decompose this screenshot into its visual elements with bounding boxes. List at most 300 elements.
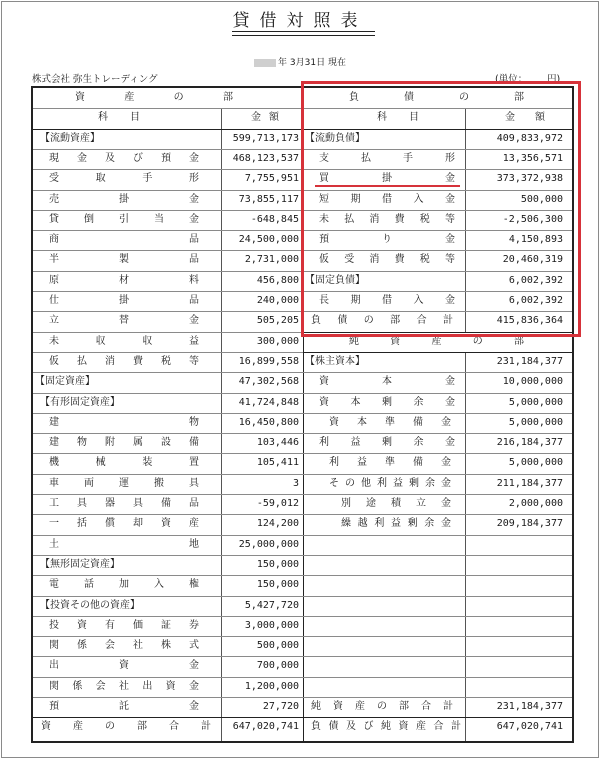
label-char: 具 [133, 498, 143, 509]
label-char: 等 [444, 254, 455, 266]
label-char: 設 [161, 437, 171, 449]
label-char: 替 [119, 315, 129, 327]
label-char: 本 [350, 396, 361, 408]
row-amount: 409,833,972 [496, 132, 563, 144]
label-char: 出 [49, 660, 59, 672]
row-amount: 103,446 [256, 437, 299, 449]
row-label [319, 433, 455, 453]
row-amount: 16,450,800 [238, 416, 299, 428]
label-char: 当 [154, 213, 164, 225]
label-char: 計 [443, 701, 453, 712]
label-char: 産 [431, 335, 442, 347]
label-char: 余 [424, 518, 435, 530]
label-char: 剰 [409, 477, 419, 489]
row-amount: 24,500,000 [238, 234, 299, 246]
row-amount: 10,000,000 [502, 376, 563, 388]
label-char: 証 [161, 619, 171, 631]
label-char: 費 [394, 254, 405, 266]
label-char: 税 [419, 254, 430, 266]
row-amount: 3 [292, 477, 299, 489]
label-char: 入 [154, 579, 164, 591]
row-label [49, 656, 199, 676]
row-amount: 5,427,720 [244, 599, 299, 611]
label-char: 払 [361, 152, 371, 164]
label-char: 繰 [341, 518, 351, 530]
label-char: 預 [319, 234, 329, 246]
grand-total-label [311, 717, 461, 737]
company-name: 株式会社 弥生トレーディング [32, 74, 158, 85]
label-char: 準 [385, 457, 395, 469]
row-label [49, 575, 199, 595]
label-char: 本 [382, 376, 392, 388]
label-char: 資 [329, 416, 339, 428]
row-label [49, 210, 199, 230]
row-amount: 13,356,571 [502, 152, 563, 164]
row-amount: 211,184,377 [496, 477, 563, 489]
label-char: 備 [413, 457, 423, 469]
label-char: 金 [251, 112, 261, 124]
label-char: 立 [49, 315, 59, 327]
label-char: 有 [105, 619, 115, 631]
label-char: 収 [142, 335, 153, 347]
label-char: そ [329, 477, 339, 489]
label-char: 産 [124, 92, 135, 103]
label-char: 備 [189, 437, 199, 449]
label-char: 益 [350, 437, 361, 449]
label-char: 両 [84, 477, 94, 489]
row-amount: 2,731,000 [244, 254, 299, 266]
label-char: 附 [105, 437, 115, 449]
label-char: 費 [133, 355, 143, 367]
row-amount: 300,000 [256, 335, 299, 347]
label-char: 買 [319, 173, 329, 185]
label-char: 資 [398, 721, 409, 733]
label-char: 益 [357, 457, 367, 469]
label-char: 具 [189, 477, 199, 489]
label-char: 料 [189, 274, 199, 286]
row-label [49, 332, 199, 352]
label-char: 会 [95, 680, 106, 692]
label-char: 手 [403, 152, 413, 164]
label-char: 製 [119, 254, 129, 266]
label-char: 途 [366, 498, 376, 509]
amount-column-header [251, 108, 279, 128]
label-char: 計 [442, 315, 453, 327]
label-char: り [382, 234, 392, 246]
label-char: 金 [189, 701, 199, 712]
label-char: 等 [444, 213, 455, 225]
label-char: 越 [357, 518, 368, 530]
label-char: 券 [189, 619, 199, 631]
row-amount: -648,845 [250, 213, 299, 225]
label-char: 収 [95, 335, 106, 347]
label-char: 合 [416, 315, 427, 327]
label-char: 金 [189, 660, 199, 672]
label-char: 金 [189, 193, 199, 205]
row-label [49, 535, 199, 555]
row-label [49, 250, 199, 270]
label-char: 払 [77, 355, 87, 367]
row-label [49, 636, 199, 656]
row-line-right [303, 575, 572, 576]
label-char: 地 [189, 538, 199, 550]
row-amount: 3,000,000 [244, 619, 299, 631]
row-amount: 373,372,938 [496, 173, 563, 185]
label-char: 運 [119, 477, 129, 489]
row-amount: 500,000 [256, 640, 299, 652]
label-char: 利 [377, 477, 387, 489]
row-label: 【有形固定資産】 [40, 396, 120, 408]
label-char: 償 [105, 518, 115, 530]
label-char: 金 [445, 396, 455, 408]
label-char: 産 [189, 518, 199, 530]
row-amount: -59,012 [256, 498, 299, 509]
label-char: 現 [49, 152, 59, 164]
row-amount: 16,899,558 [238, 355, 299, 367]
label-char: 電 [49, 579, 59, 591]
label-char: 出 [142, 680, 153, 692]
net-assets-total-amount: 231,184,377 [496, 701, 563, 712]
label-char: 貸 [49, 213, 59, 225]
row-label [49, 311, 199, 331]
label-char: 未 [49, 335, 59, 347]
row-line-right [303, 636, 572, 637]
label-char: 消 [105, 355, 115, 367]
row-amount: -2,506,300 [502, 213, 563, 225]
row-amount: 6,002,392 [508, 295, 563, 306]
label-char: の [377, 701, 387, 712]
label-char: 益 [393, 477, 403, 489]
label-char: 債 [328, 721, 339, 733]
label-char: 価 [133, 619, 143, 631]
label-char: 装 [142, 457, 153, 469]
label-char: 借 [382, 295, 392, 306]
page-title: 貸借対照表 [232, 11, 368, 31]
title-underline [232, 31, 375, 32]
label-char: 器 [105, 498, 115, 509]
label-char: 余 [413, 437, 424, 449]
label-char: 置 [188, 457, 199, 469]
label-char: 負 [349, 92, 359, 103]
label-char: の [363, 315, 374, 327]
row-line-right [303, 596, 572, 597]
row-amount: 7,755,951 [244, 173, 299, 185]
label-char: 品 [189, 254, 199, 266]
label-char: 掛 [119, 295, 129, 306]
label-char: 期 [350, 193, 361, 205]
label-char: 目 [409, 112, 419, 124]
column-divider-left-amount [221, 108, 222, 741]
label-char: 加 [119, 579, 129, 591]
item-column-header [98, 108, 140, 128]
label-char: 合 [433, 721, 444, 733]
row-label: 【流動資産】 [40, 132, 100, 144]
label-char: 話 [84, 579, 94, 591]
label-char: 益 [188, 335, 199, 347]
label-char: 科 [377, 112, 387, 124]
label-char: 金 [441, 457, 451, 469]
label-char: 一 [49, 518, 59, 530]
label-char: 部 [399, 701, 409, 712]
as-of-date: 年 3月31日 現在 [0, 55, 600, 68]
label-char: 余 [425, 477, 435, 489]
label-char: 金 [188, 680, 199, 692]
label-char: 金 [441, 498, 451, 509]
label-char: 資 [75, 92, 85, 103]
label-char: 仮 [319, 254, 329, 266]
label-char: 投 [49, 619, 59, 631]
label-char: 支 [319, 152, 329, 164]
label-char: 物 [77, 437, 87, 449]
label-char: 期 [350, 295, 361, 306]
label-char: 社 [133, 640, 143, 652]
row-amount: 20,460,319 [502, 254, 563, 266]
label-char: 搬 [154, 477, 164, 489]
label-char: 資 [319, 396, 329, 408]
row-label [49, 514, 199, 534]
label-char: 産 [416, 721, 426, 733]
row-amount: 5,000,000 [508, 416, 563, 428]
label-char: 費 [394, 213, 405, 225]
row-label [319, 372, 455, 392]
row-amount: 700,000 [256, 660, 299, 672]
label-char: 工 [49, 498, 59, 509]
label-char: 産 [73, 721, 83, 733]
label-char: 係 [77, 640, 87, 652]
label-char: 金 [445, 376, 455, 388]
label-char: 社 [118, 680, 129, 692]
label-char: の [173, 92, 184, 103]
label-char: 計 [201, 721, 211, 733]
label-char: 受 [49, 173, 59, 185]
label-char: 品 [189, 234, 199, 246]
row-label: 【無形固定資産】 [40, 558, 120, 570]
row-label [49, 453, 199, 473]
row-label [329, 474, 451, 494]
label-char: 資 [333, 701, 343, 712]
label-char: 入 [413, 295, 424, 306]
assets-total-amount: 647,020,741 [232, 721, 299, 733]
redacted-year [254, 59, 276, 67]
row-label [49, 352, 199, 372]
row-amount: 456,800 [256, 274, 299, 286]
row-amount: 209,184,377 [496, 518, 563, 530]
row-amount: 105,411 [256, 457, 299, 469]
row-amount: 468,123,537 [232, 152, 299, 164]
label-char: 目 [130, 112, 140, 124]
label-char: 倒 [84, 213, 94, 225]
row-amount: 505,205 [256, 315, 299, 327]
label-char: 資 [119, 660, 129, 672]
label-char: 資 [77, 619, 87, 631]
row-label [49, 291, 199, 311]
label-char: 金 [189, 315, 199, 327]
label-char: 短 [319, 193, 329, 205]
label-char: 額 [535, 112, 545, 124]
label-char: 建 [49, 416, 59, 428]
label-char: 入 [413, 193, 424, 205]
row-label [49, 230, 199, 250]
label-char: 土 [49, 538, 59, 550]
label-char: 純 [311, 701, 321, 712]
label-char: 仮 [49, 355, 59, 367]
row-amount: 231,184,377 [496, 355, 563, 367]
label-char: 具 [77, 498, 87, 509]
row-amount: 599,713,173 [232, 132, 299, 144]
label-char: の [472, 335, 483, 347]
label-char: 合 [169, 721, 179, 733]
assets-section-header [75, 88, 233, 108]
net-assets-total-label [311, 697, 453, 717]
label-char: 払 [344, 213, 355, 225]
label-char: 消 [369, 213, 380, 225]
grand-total-amount: 647,020,741 [496, 721, 563, 733]
label-char: 別 [341, 498, 351, 509]
label-char: 受 [344, 254, 355, 266]
label-char: 立 [416, 498, 426, 509]
label-char: 備 [161, 498, 171, 509]
label-char: 売 [49, 193, 59, 205]
label-char: 建 [49, 437, 59, 449]
label-char: 純 [349, 335, 359, 347]
label-char: 預 [49, 701, 59, 712]
row-amount: 1,200,000 [244, 680, 299, 692]
label-char: 長 [319, 295, 329, 306]
row-label [49, 677, 199, 697]
label-char: 金 [445, 437, 455, 449]
label-char: 準 [385, 416, 395, 428]
label-char: 金 [77, 152, 87, 164]
label-char: 掛 [382, 173, 392, 185]
row-amount: 500,000 [520, 193, 563, 205]
label-char: 半 [49, 254, 59, 266]
label-char: 資 [41, 721, 51, 733]
label-char: 負 [311, 721, 321, 733]
row-line-right [303, 656, 572, 657]
row-amount: 150,000 [256, 558, 299, 570]
row-amount: 5,000,000 [508, 457, 563, 469]
label-char: 消 [369, 254, 380, 266]
label-char: の [105, 721, 115, 733]
row-amount: 25,000,000 [238, 538, 299, 550]
row-amount: 27,720 [262, 701, 299, 712]
label-char: の [459, 92, 469, 103]
label-char: 純 [381, 721, 391, 733]
label-char: 本 [357, 416, 367, 428]
label-char: 品 [189, 498, 199, 509]
label-char: の [345, 477, 355, 489]
label-char: 部 [514, 92, 524, 103]
label-char: 余 [413, 396, 424, 408]
row-amount: 6,002,392 [508, 274, 563, 286]
label-char: 産 [355, 701, 365, 712]
label-char: 資 [319, 376, 329, 388]
label-char: 剰 [382, 396, 392, 408]
row-amount: 5,000,000 [508, 396, 563, 408]
row-amount: 124,200 [256, 518, 299, 530]
row-line-right [303, 677, 572, 678]
label-char: 負 [311, 315, 321, 327]
label-char: び [133, 152, 143, 164]
label-char: 益 [390, 518, 401, 530]
label-char: 預 [161, 152, 171, 164]
label-char: 金 [441, 416, 451, 428]
label-char: 及 [346, 721, 356, 733]
label-char: 科 [98, 112, 108, 124]
label-char: 額 [269, 112, 279, 124]
label-char: 剰 [382, 437, 392, 449]
label-char: 金 [445, 295, 455, 306]
row-label [49, 697, 199, 717]
label-char: 未 [319, 213, 329, 225]
label-char: 金 [440, 518, 451, 530]
row-amount: 47,302,568 [238, 376, 299, 388]
label-char: 金 [189, 213, 199, 225]
label-char: 形 [445, 152, 455, 164]
row-label [329, 413, 451, 433]
label-char: 金 [445, 193, 455, 205]
row-label [49, 616, 199, 636]
label-char: 等 [189, 355, 199, 367]
label-char: 税 [161, 355, 171, 367]
row-amount: 150,000 [256, 579, 299, 591]
label-char: 仕 [49, 295, 59, 306]
row-label [319, 393, 455, 413]
label-char: 却 [133, 518, 143, 530]
row-amount: 240,000 [256, 295, 299, 306]
label-char: 品 [189, 295, 199, 306]
label-char: 取 [95, 173, 106, 185]
label-char: 及 [105, 152, 115, 164]
row-label [329, 453, 451, 473]
title-underline-2 [232, 35, 375, 36]
label-char: 借 [382, 193, 392, 205]
row-label [49, 413, 199, 433]
label-char: 利 [374, 518, 385, 530]
label-char: 他 [361, 477, 371, 489]
liabilities-total-amount: 415,836,364 [496, 315, 563, 327]
label-char: 資 [390, 335, 401, 347]
row-amount: 73,855,117 [238, 193, 299, 205]
label-char: 商 [49, 234, 59, 246]
label-char: 備 [413, 416, 423, 428]
row-label [49, 271, 199, 291]
row-line-right [303, 616, 572, 617]
label-char: 関 [49, 640, 59, 652]
label-char: 金 [441, 477, 451, 489]
label-char: 原 [49, 274, 59, 286]
label-char: 手 [142, 173, 153, 185]
label-char: 引 [119, 213, 129, 225]
label-char: 括 [77, 518, 87, 530]
label-char: 金 [189, 152, 199, 164]
label-char: 金 [445, 173, 455, 185]
row-label [49, 494, 199, 514]
label-char: 部 [137, 721, 147, 733]
label-char: 材 [119, 274, 129, 286]
row-line-right [303, 535, 572, 536]
label-char: 託 [119, 701, 129, 712]
label-char: 会 [105, 640, 115, 652]
label-char: 債 [337, 315, 348, 327]
label-char: 利 [329, 457, 339, 469]
label-char: 債 [404, 92, 414, 103]
label-char: 部 [514, 335, 524, 347]
label-char: 掛 [119, 193, 129, 205]
label-char: 属 [133, 437, 143, 449]
assets-total-label [41, 717, 211, 737]
row-label [49, 474, 199, 494]
